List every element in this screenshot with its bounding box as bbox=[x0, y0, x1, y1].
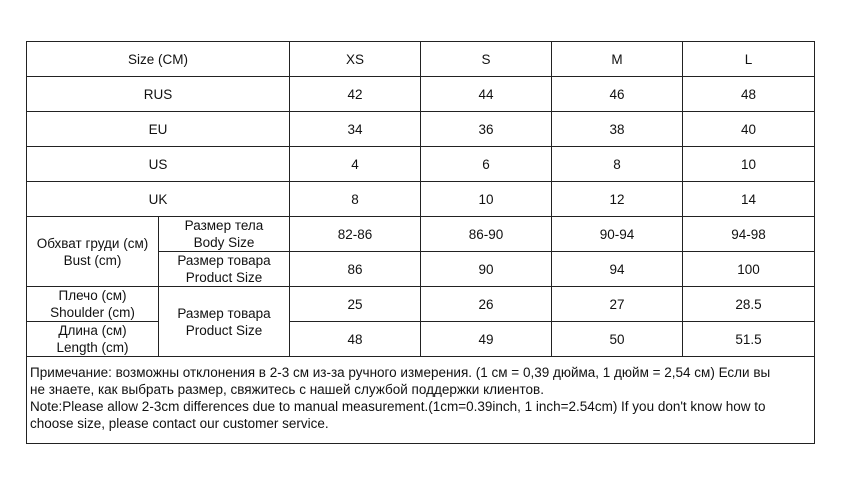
table-row-rus bbox=[27, 77, 815, 112]
size-header-label: Size (CM) bbox=[27, 42, 290, 77]
size-s-header: S bbox=[421, 42, 552, 77]
product-group-label bbox=[159, 287, 290, 357]
table-cell: 49 bbox=[421, 322, 552, 357]
table-cell: 48 bbox=[683, 77, 815, 112]
table-row-bust-body bbox=[27, 217, 815, 252]
table-cell: 50 bbox=[552, 322, 683, 357]
table-cell: 40 bbox=[683, 112, 815, 147]
table-row-us bbox=[27, 147, 815, 182]
product-group-label-ru: Размер товара bbox=[177, 305, 271, 321]
table-cell: 82-86 bbox=[290, 217, 421, 252]
size-m-header: M bbox=[552, 42, 683, 77]
note-cell bbox=[27, 357, 815, 444]
table-cell: 10 bbox=[683, 147, 815, 182]
shoulder-label-en: Shoulder (cm) bbox=[50, 305, 135, 320]
table-cell: 26 bbox=[421, 287, 552, 322]
size-chart-table bbox=[26, 41, 815, 444]
length-label-ru: Длина (см) bbox=[58, 323, 127, 338]
table-cell: 28.5 bbox=[683, 287, 815, 322]
table-cell: 90 bbox=[421, 252, 552, 287]
note-ru-line-1: Примечание: возможны отклонения в 2-3 см из-за ручного измерения. (1 см = 0,39 дюйма, 1 дюйм = 2,54 см) Если вы bbox=[30, 365, 771, 380]
shoulder-label-ru: Плечо (см) bbox=[58, 288, 127, 303]
table-cell: 25 bbox=[290, 287, 421, 322]
table-cell: 10 bbox=[421, 182, 552, 217]
header-row bbox=[27, 42, 815, 77]
table-cell: 14 bbox=[683, 182, 815, 217]
body-size-label-ru: Размер тела bbox=[184, 218, 264, 233]
product-size-label-en: Product Size bbox=[185, 270, 263, 285]
table-cell: 48 bbox=[290, 322, 421, 357]
table-cell: 4 bbox=[290, 147, 421, 182]
product-group-label-en: Product Size bbox=[185, 322, 263, 338]
table-row-eu bbox=[27, 112, 815, 147]
table-cell: 27 bbox=[552, 287, 683, 322]
size-xs-header: XS bbox=[290, 42, 421, 77]
table-cell: 36 bbox=[421, 112, 552, 147]
table-cell: 51.5 bbox=[683, 322, 815, 357]
bust-label-en: Bust (cm) bbox=[63, 252, 122, 268]
table-cell: 94 bbox=[552, 252, 683, 287]
body-size-label-en: Body Size bbox=[193, 235, 255, 250]
bust-label bbox=[27, 217, 159, 287]
table-cell: 42 bbox=[290, 77, 421, 112]
length-label bbox=[27, 322, 159, 357]
note-en-line-1: Note:Please allow 2-3cm differences due to manual measurement.(1cm=0.39inch, 1 inch=2.54cm) If you don't know how to bbox=[30, 399, 766, 414]
table-cell: 100 bbox=[683, 252, 815, 287]
product-size-label bbox=[159, 252, 290, 287]
row-label-us: US bbox=[27, 147, 290, 182]
shoulder-label bbox=[27, 287, 159, 322]
row-label-rus: RUS bbox=[27, 77, 290, 112]
table-row-length bbox=[27, 322, 815, 357]
table-cell: 94-98 bbox=[683, 217, 815, 252]
note-en-line-2: choose size, please contact our customer service. bbox=[30, 416, 329, 431]
table-cell: 46 bbox=[552, 77, 683, 112]
table-cell: 86 bbox=[290, 252, 421, 287]
table-cell: 38 bbox=[552, 112, 683, 147]
note-row bbox=[27, 357, 815, 444]
product-size-label-ru: Размер товара bbox=[177, 253, 271, 268]
table-cell: 8 bbox=[290, 182, 421, 217]
table-row-shoulder bbox=[27, 287, 815, 322]
row-label-eu: EU bbox=[27, 112, 290, 147]
length-label-en: Length (cm) bbox=[56, 340, 129, 355]
bust-label-ru: Обхват груди (см) bbox=[36, 235, 149, 251]
row-label-uk: UK bbox=[27, 182, 290, 217]
size-l-header: L bbox=[683, 42, 815, 77]
table-cell: 90-94 bbox=[552, 217, 683, 252]
table-cell: 12 bbox=[552, 182, 683, 217]
table-cell: 44 bbox=[421, 77, 552, 112]
table-cell: 34 bbox=[290, 112, 421, 147]
body-size-label bbox=[159, 217, 290, 252]
table-cell: 8 bbox=[552, 147, 683, 182]
note-ru-line-2: не знаете, как выбрать размер, свяжитесь с нашей службой поддержки клиентов. bbox=[30, 382, 544, 397]
table-row-uk bbox=[27, 182, 815, 217]
table-cell: 86-90 bbox=[421, 217, 552, 252]
table-cell: 6 bbox=[421, 147, 552, 182]
